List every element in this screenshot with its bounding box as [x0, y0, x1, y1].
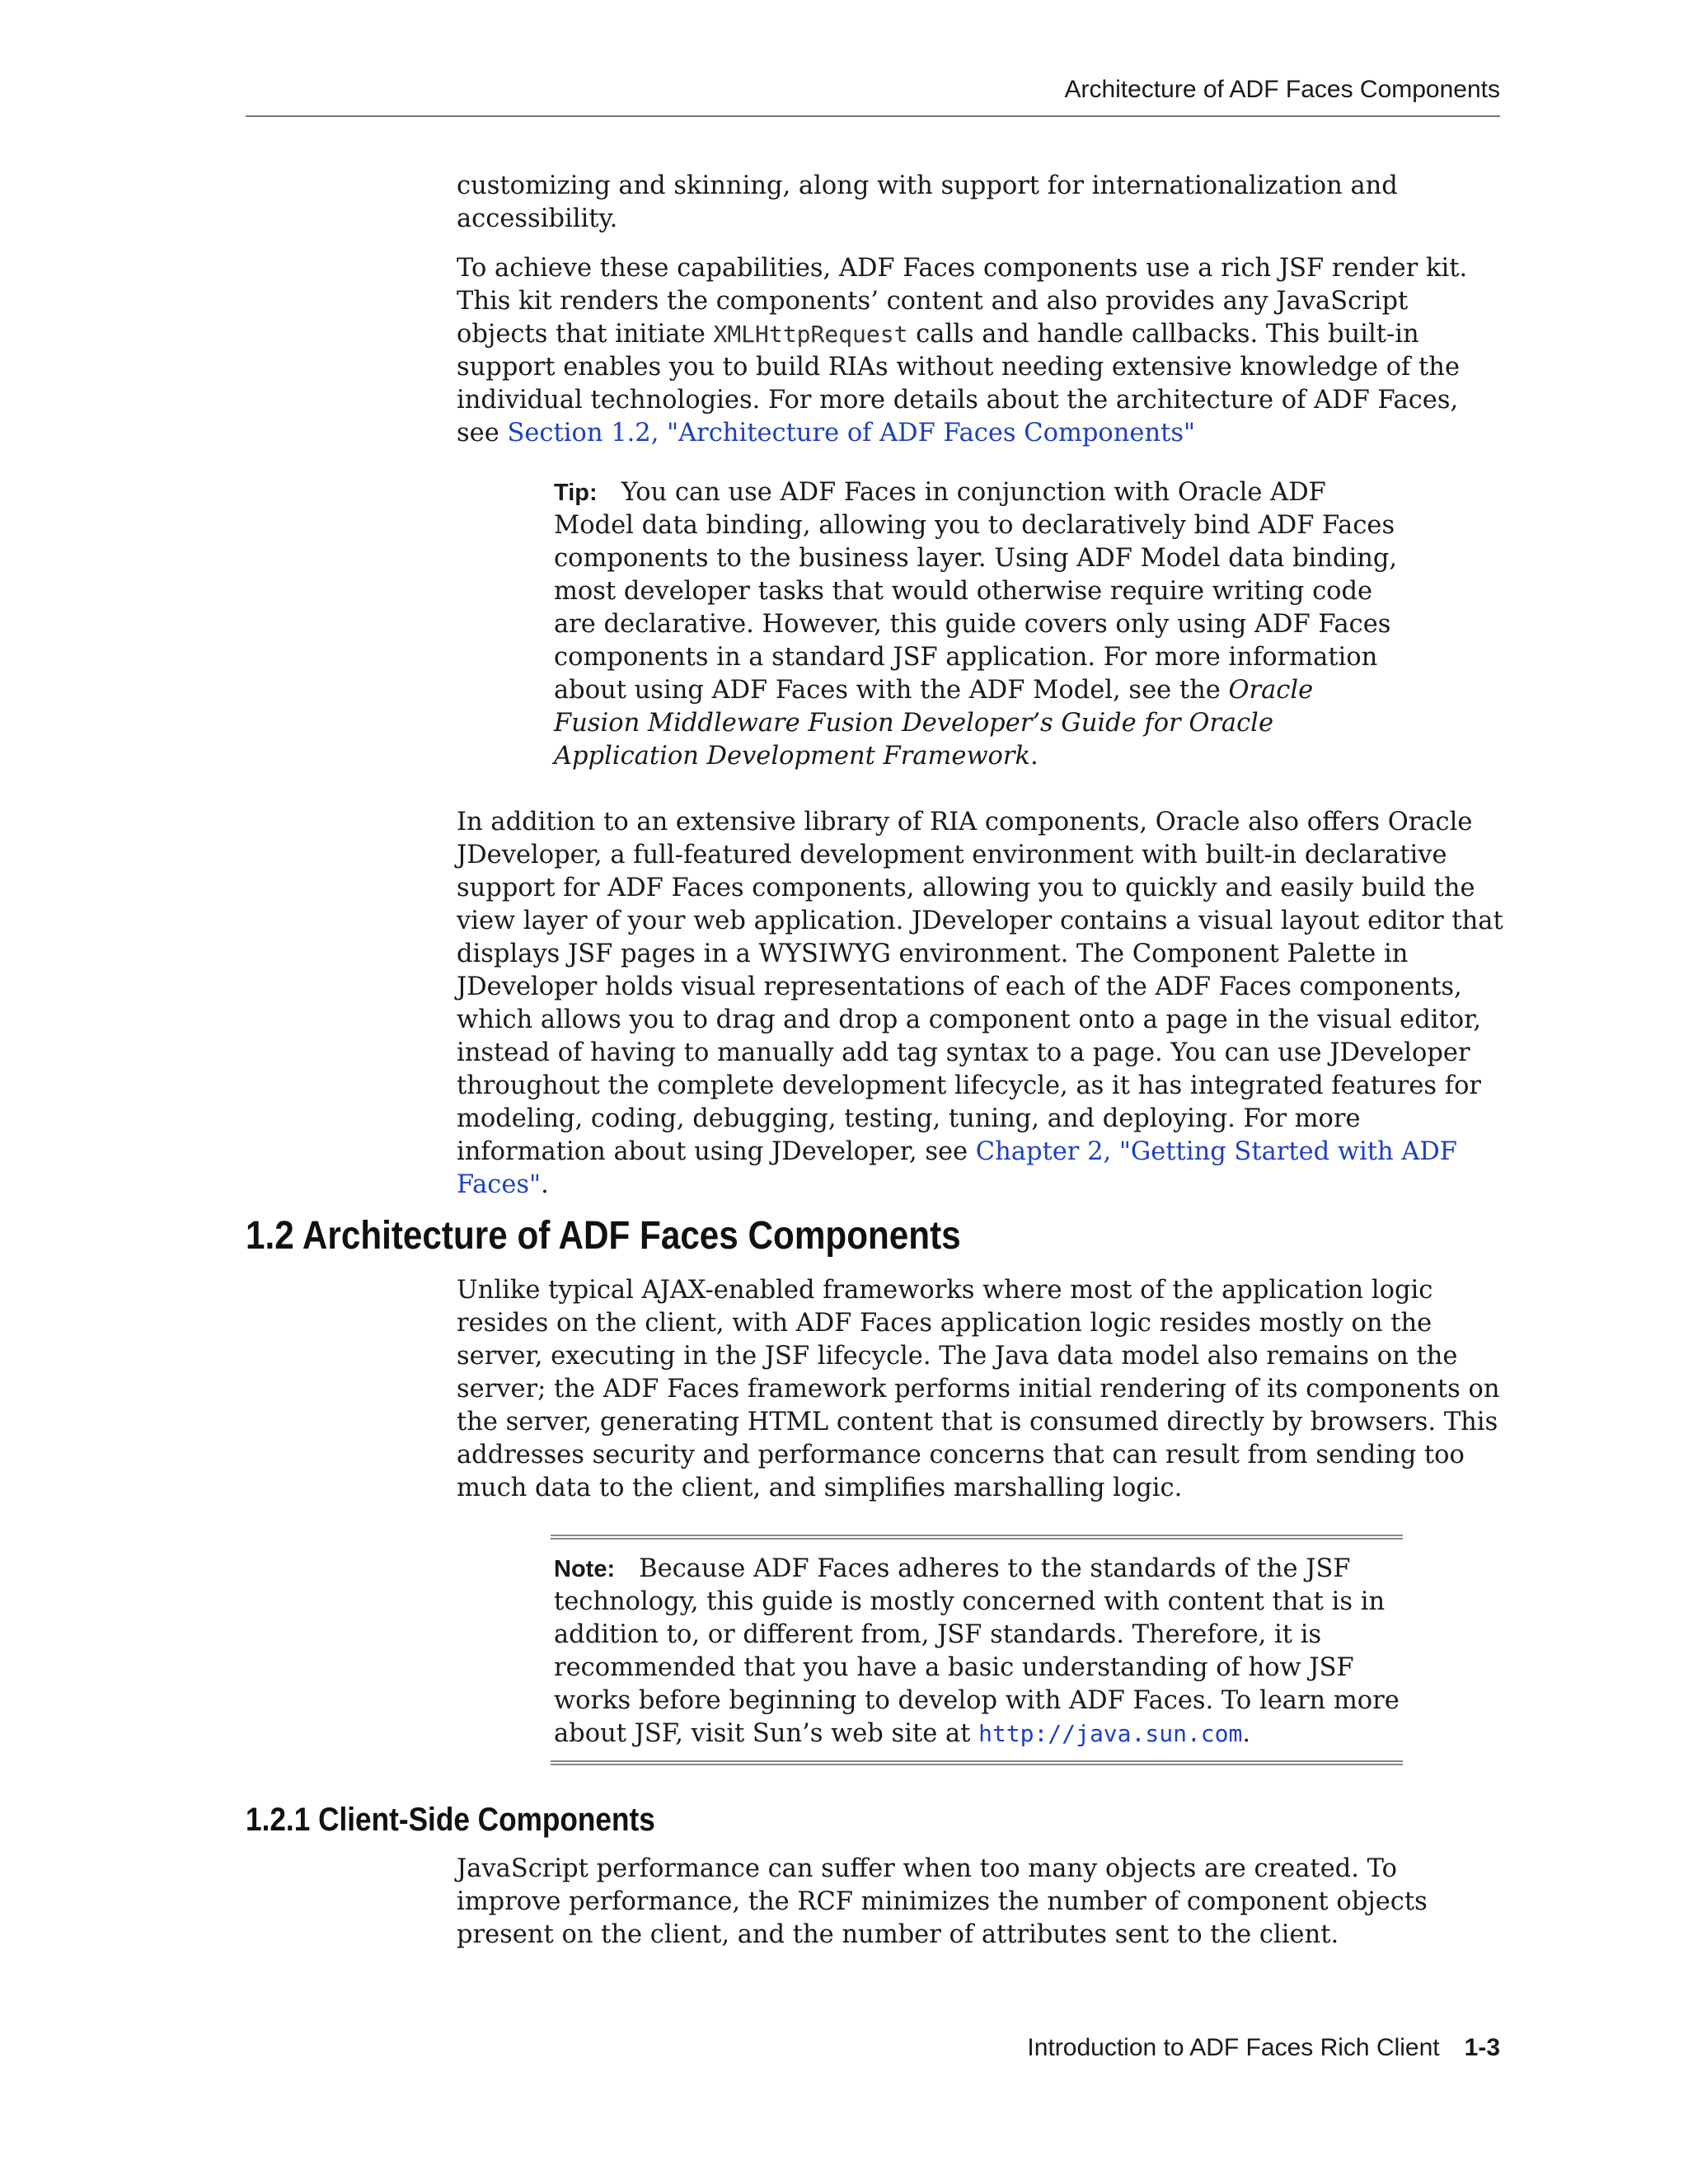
paragraph-render-kit [457, 252, 1503, 450]
header-title: Architecture of ADF Faces Components [1064, 76, 1500, 103]
section-heading-1-2-1: 1.2.1 Client-Side Components [246, 1802, 655, 1838]
note-end: . [1242, 1719, 1251, 1748]
tip-book-title: Oracle Fusion Middleware Fusion Developer’s Guide for Oracle Application Development Framework [554, 676, 1314, 771]
paragraph-text: calls and handle callbacks. This built-in support enables you to build RIAs without needing extensive knowledge of the individual technologies. For more details about the architecture of ADF Faces, see [457, 320, 1460, 448]
paragraph-end: . [541, 1170, 549, 1199]
header-rule [246, 115, 1500, 117]
paragraph-architecture: Unlike typical AJAX-enabled frameworks where most of the application logic resides on the client, with ADF Faces application logic resides mostly on the server, executing in the JSF lifecycle. The Java data model also remains on the server; the ADF Faces framework performs initial rendering of its components on the server, generating HTML content that is consumed directly by browsers. This addresses security and performance concerns that can result from sending too much data to the client, and simplifies marshalling logic. [457, 1276, 1500, 1502]
note-rule-top [551, 1535, 1403, 1540]
link-chapter-2[interactable]: Chapter 2, "Getting Started with ADF Faces" [457, 1137, 1457, 1199]
section-heading-1-2: 1.2 Architecture of ADF Faces Components [246, 1214, 961, 1258]
tip-label: Tip: [554, 480, 598, 506]
tip-end: . [1029, 742, 1039, 771]
link-section-1-2[interactable]: Section 1.2, "Architecture of ADF Faces Components" [507, 419, 1196, 448]
note-rule-bottom [551, 1760, 1403, 1765]
link-java-sun[interactable]: http://java.sun.com [978, 1720, 1243, 1747]
paragraph-client-side: JavaScript performance can suffer when too many objects are created. To improve performance, the RCF minimizes the number of component objects present on the client, and the number of attributes sent to the client. [457, 1854, 1428, 1949]
page-number: 1-3 [1464, 2034, 1500, 2061]
footer-title: Introduction to ADF Faces Rich Client [1027, 2034, 1440, 2061]
note-label: Note: [554, 1556, 616, 1582]
paragraph-text: In addition to an extensive library of RIA components, Oracle also offers Oracle JDeveloper, a full-featured development environment with built-in declarative support for ADF Faces components, allowing you to quickly and easily build the view layer of your web application. JDeveloper contains a visual layout editor that displays JSF pages in a WYSIWYG environment. The Component Palette in JDeveloper holds visual representations of each of the ADF Faces components, which allows you to drag and drop a component onto a page in the visual editor, instead of having to manually add tag syntax to a page. You can use JDeveloper throughout the complete development lifecycle, as it has integrated features for modeling, coding, debugging, testing, tuning, and deploying. For more information about using JDeveloper, see [457, 808, 1503, 1166]
running-footer [1027, 2034, 1500, 2062]
paragraph-intro-continued: customizing and skinning, along with support for internationalization and accessibility. [457, 171, 1398, 233]
tip-text: You can use ADF Faces in conjunction with Oracle ADF Model data binding, allowing you to declaratively bind ADF Faces components to the business layer. Using ADF Model data binding, most developer tasks that would otherwise require writing code are declarative. However, this guide covers only using ADF Faces components in a standard JSF application. For more information about using ADF Faces with the ADF Model, see the [554, 478, 1398, 705]
note-text: Because ADF Faces adheres to the standards of the JSF technology, this guide is mostly concerned with content that is in addition to, or different from, JSF standards. Therefore, it is recommended that you have a basic understanding of how JSF works before beginning to develop with ADF Faces. To learn more about JSF, visit Sun’s web site at [554, 1554, 1400, 1748]
code-xmlhttprequest: XMLHttpRequest [713, 321, 908, 348]
paragraph-text: To achieve these capabilities, ADF Faces components use a rich JSF render kit. This kit renders the components’ content and also provides any JavaScript objects that initiate [457, 254, 1468, 349]
paragraph-jdeveloper [457, 806, 1503, 1202]
note-callout [554, 1553, 1403, 1750]
tip-callout [554, 476, 1403, 773]
